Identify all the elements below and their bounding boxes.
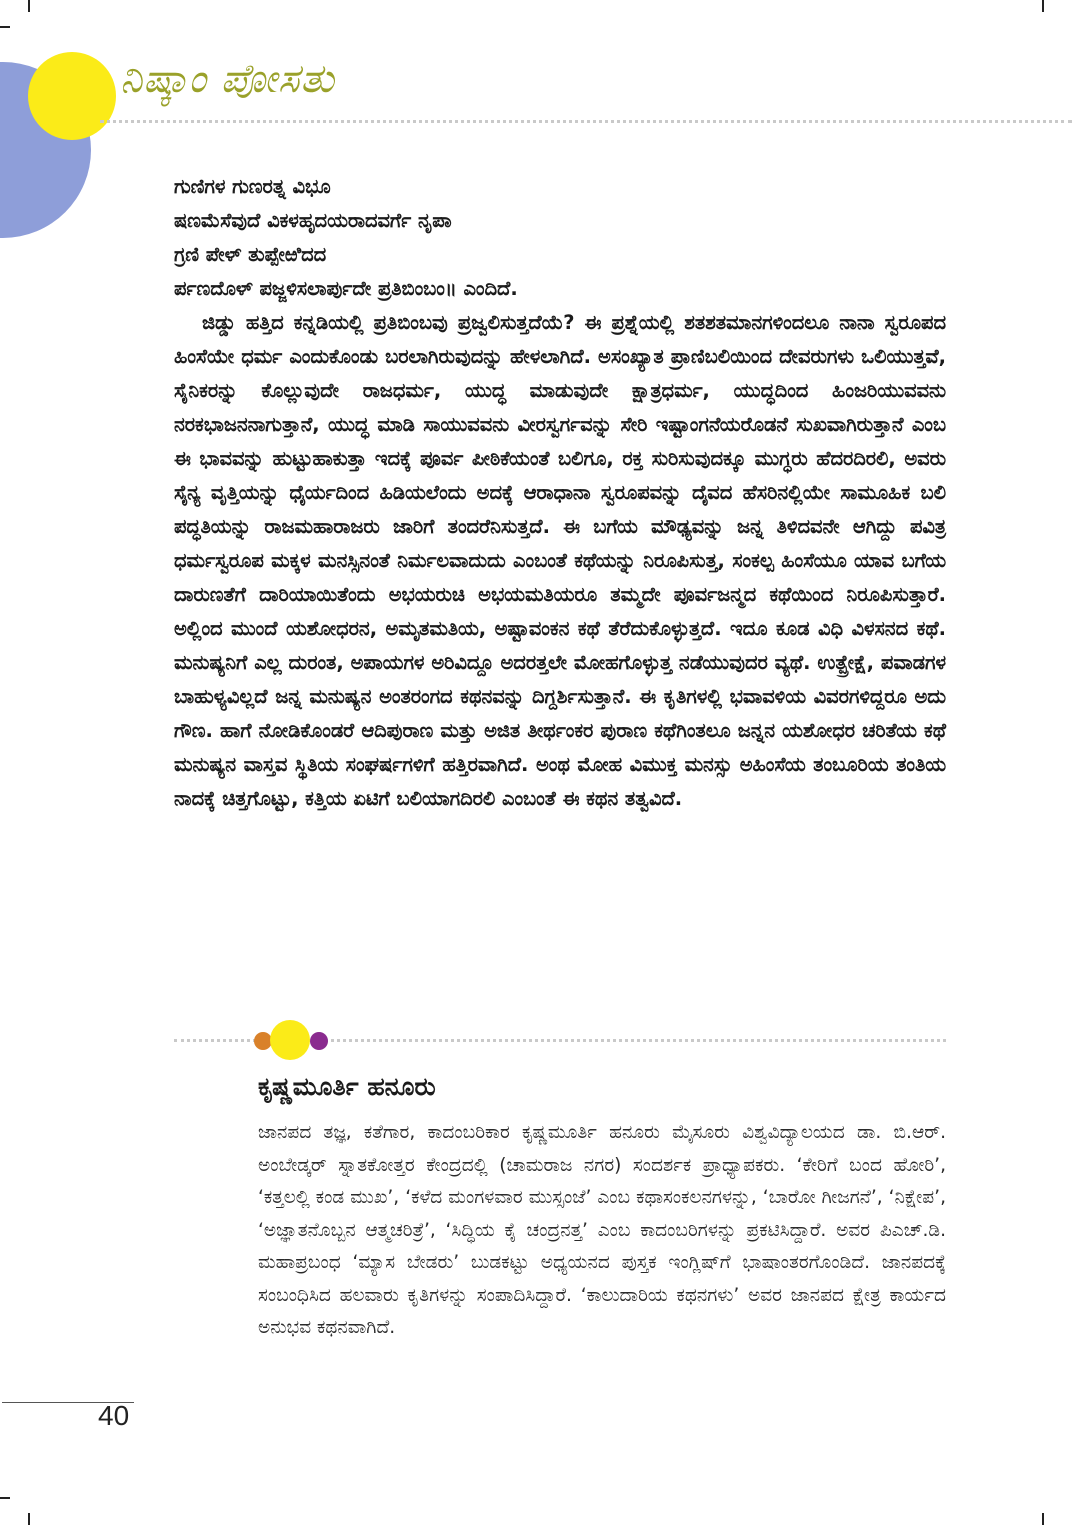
verse-line: ರ್ಪಣದೊಳ್ ಪಜ್ಜಳಿಸಲಾರ್ಪುದೇ ಪ್ರತಿಬಿಂಬಂ॥ ಎಂದಿದೆ. xyxy=(174,277,518,300)
crop-mark-left-bottom xyxy=(0,1497,10,1499)
yellow-dot xyxy=(270,1020,310,1060)
main-text xyxy=(174,170,946,816)
verse-line: ಗ್ರಣಿ ಪೇಳ್ ತುಪ್ಪೇಱಿದದ xyxy=(174,243,327,266)
body-paragraph: ಜಿಡ್ಡು ಹತ್ತಿದ ಕನ್ನಡಿಯಲ್ಲಿ ಪ್ರತಿಬಿಂಬವು ಪ್ರಜ್ವಲಿಸುತ್ತದೆಯೆ? ಈ ಪ್ರಶ್ನೆಯಲ್ಲಿ ಶತಶತಮಾನಗಳಿಂದಲೂ ನಾನಾ ಸ್ವರೂಪದ ಹಿಂಸೆಯೇ ಧರ್ಮ ಎಂದುಕೊಂಡು ಬರಲಾಗಿರುವುದನ್ನು ಹೇಳಲಾಗಿದೆ. ಅಸಂಖ್ಯಾತ ಪ್ರಾಣಿಬಲಿಯಿಂದ ದೇವರುಗಳು ಒಲಿಯುತ್ತವೆ, ಸೈನಿಕರನ್ನು ಕೊಲ್ಲುವುದೇ ರಾಜಧರ್ಮ, ಯುದ್ಧ ಮಾಡುವುದೇ ಕ್ಷಾತ್ರಧರ್ಮ, ಯುದ್ಧದಿಂದ ಹಿಂಜರಿಯುವವನು ನರಕಭಾಜನನಾಗುತ್ತಾನೆ, ಯುದ್ಧ ಮಾಡಿ ಸಾಯುವವನು ವೀರಸ್ವರ್ಗವನ್ನು ಸೇರಿ ಇಷ್ಟಾಂಗನೆಯರೊಡನೆ ಸುಖವಾಗಿರುತ್ತಾನೆ ಎಂಬ ಈ ಭಾವವನ್ನು ಹುಟ್ಟುಹಾಕುತ್ತಾ ಇದಕ್ಕೆ ಪೂರ್ವ ಪೀಠಿಕೆಯಂತೆ ಬಲಿಗೂ, ರಕ್ತ ಸುರಿಸುವುದಕ್ಕೂ ಮುಗ್ಧರು ಹೆದರದಿರಲಿ, ಅವರು ಸೈನ್ಯ ವೃತ್ತಿಯನ್ನು ಧೈರ್ಯದಿಂದ ಹಿಡಿಯಲೆಂದು ಅದಕ್ಕೆ ಆರಾಧಾನಾ ಸ್ವರೂಪವನ್ನು ದೈವದ ಹೆಸರಿನಲ್ಲಿಯೇ ಸಾಮೂಹಿಕ ಬಲಿ ಪದ್ಧತಿಯನ್ನು ರಾಜಮಹಾರಾಜರು ಜಾರಿಗೆ ತಂದರೆನಿಸುತ್ತದೆ. ಈ ಬಗೆಯ ಮೌಢ್ಯವನ್ನು ಜನ್ನ ತಿಳಿದವನೇ ಆಗಿದ್ದು ಪವಿತ್ರ ಧರ್ಮಸ್ವರೂಪ ಮಕ್ಕಳ ಮನಸ್ಸಿನಂತೆ ನಿರ್ಮಲವಾದುದು ಎಂಬಂತೆ ಕಥೆಯನ್ನು ನಿರೂಪಿಸುತ್ತ, ಸಂಕಲ್ಪ ಹಿಂಸೆಯೂ ಯಾವ ಬಗೆಯ ದಾರುಣತೆಗೆ ದಾರಿಯಾಯಿತೆಂದು ಅಭಯರುಚಿ ಅಭಯಮತಿಯರೂ ತಮ್ಮದೇ ಪೂರ್ವಜನ್ಮದ ಕಥೆಯಿಂದ ನಿರೂಪಿಸುತ್ತಾರೆ. ಅಲ್ಲಿಂದ ಮುಂದೆ ಯಶೋಧರನ, ಅಮೃತಮತಿಯ, ಅಷ್ಟಾವಂಕನ ಕಥೆ ತೆರೆದುಕೊಳ್ಳುತ್ತದೆ. ಇದೂ ಕೂಡ ವಿಧಿ ವಿಳಸನದ ಕಥೆ. ಮನುಷ್ಯನಿಗೆ ಎಲ್ಲ ದುರಂತ, ಅಪಾಯಗಳ ಅರಿವಿದ್ದೂ ಅದರತ್ತಲೇ ಮೋಹಗೊಳ್ಳುತ್ತ ನಡೆಯುವುದರ ವ್ಯಥೆ. ಉತ್ಪ್ರೇಕ್ಷೆ, ಪವಾಡಗಳ ಬಾಹುಳ್ಯವಿಲ್ಲದೆ ಜನ್ನ ಮನುಷ್ಯನ ಅಂತರಂಗದ ಕಥನವನ್ನು ದಿಗ್ದರ್ಶಿಸುತ್ತಾನೆ. ಈ ಕೃತಿಗಳಲ್ಲಿ ಭವಾವಳಿಯ ವಿವರಗಳಿದ್ದರೂ ಅದು ಗೌಣ. ಹಾಗೆ ನೋಡಿಕೊಂಡರೆ ಆದಿಪುರಾಣ ಮತ್ತು ಅಜಿತ ತೀರ್ಥಂಕರ ಪುರಾಣ ಕಥೆಗಿಂತಲೂ ಜನ್ನನ ಯಶೋಧರ ಚರಿತೆಯ ಕಥೆ ಮನುಷ್ಯನ ವಾಸ್ತವ ಸ್ಥಿತಿಯ ಸಂಘರ್ಷಗಳಿಗೆ ಹತ್ತಿರವಾಗಿದೆ. ಅಂಥ ಮೋಹ ವಿಮುಕ್ತ ಮನಸ್ಸು ಅಹಿಂಸೆಯ ತಂಬೂರಿಯ ತಂತಿಯ ನಾದಕ್ಕೆ ಚಿತ್ತಗೊಟ್ಟು, ಕತ್ತಿಯ ಏಟಿಗೆ ಬಲಿಯಾಗದಿರಲಿ ಎಂಬಂತೆ ಈ ಕಥನ ತತ್ವವಿದೆ. xyxy=(174,311,946,810)
purple-dot xyxy=(310,1032,328,1050)
verse-line: ಷಣಮೆಸೆವುದೆ ವಿಕಳಹೃದಯರಾದವರ್ಗೆ ನೃಪಾ xyxy=(174,209,452,232)
page-number: 40 xyxy=(98,1400,130,1431)
crop-mark-left-top xyxy=(0,26,10,28)
decorative-yellow-circle xyxy=(28,52,116,140)
verse-block xyxy=(174,170,946,306)
author-name: ಕೃಷ್ಣಮೂರ್ತಿ ಹನೂರು xyxy=(258,1072,436,1101)
page-title: ನಿಷ್ಕಾಂ ಪೋಸತು xyxy=(120,56,336,102)
header-dotted-rule xyxy=(100,120,1072,123)
crop-mark-bottom-right xyxy=(1042,1513,1044,1525)
crop-mark-top-left xyxy=(28,0,30,12)
author-bio: ಜಾನಪದ ತಜ್ಞ, ಕತೆಗಾರ, ಕಾದಂಬರಿಕಾರ ಕೃಷ್ಣಮೂರ್ತಿ ಹನೂರು ಮೈಸೂರು ವಿಶ್ವವಿದ್ಯಾಲಯದ ಡಾ. ಬಿ.ಆರ್. ಅಂಬೇಡ್ಕರ್ ಸ್ನಾತಕೋತ್ತರ ಕೇಂದ್ರದಲ್ಲಿ (ಚಾಮರಾಜ ನಗರ) ಸಂದರ್ಶಕ ಪ್ರಾಧ್ಯಾಪಕರು. ‘ಕೇರಿಗೆ ಬಂದ ಹೋರಿ’, ‘ಕತ್ತಲಲ್ಲಿ ಕಂಡ ಮುಖ’, ‘ಕಳೆದ ಮಂಗಳವಾರ ಮುಸ್ಸಂಜೆ’ ಎಂಬ ಕಥಾಸಂಕಲನಗಳನ್ನು, ‘ಬಾರೋ ಗೀಜಗನೆ’, ‘ನಿಕ್ಷೇಪ’, ‘ಅಜ್ಞಾತನೊಬ್ಬನ ಆತ್ಮಚರಿತ್ರೆ’, ‘ಸಿದ್ಧಿಯ ಕೈ ಚಂದ್ರನತ್ತ’ ಎಂಬ ಕಾದಂಬರಿಗಳನ್ನು ಪ್ರಕಟಿಸಿದ್ದಾರೆ. ಅವರ ಪಿಎಚ್.ಡಿ. ಮಹಾಪ್ರಬಂಧ ‘ಮ್ಯಾಸ ಬೇಡರು’ ಬುಡಕಟ್ಟು ಅಧ್ಯಯನದ ಪುಸ್ತಕ ಇಂಗ್ಲಿಷ್‌ಗೆ ಭಾಷಾಂತರಗೊಂಡಿದೆ. ಜಾನಪದಕ್ಕೆ ಸಂಬಂಧಿಸಿದ ಹಲವಾರು ಕೃತಿಗಳನ್ನು ಸಂಪಾದಿಸಿದ್ದಾರೆ. ‘ಕಾಲುದಾರಿಯ ಕಥನಗಳು’ ಅವರ ಜಾನಪದ ಕ್ಷೇತ್ರ ಕಾರ್ಯದ ಅನುಭವ ಕಥನವಾಗಿದೆ. xyxy=(258,1122,946,1338)
section-divider xyxy=(174,1016,946,1064)
verse-line: ಗುಣಿಗಳ ಗುಣರತ್ನ ವಿಭೂ xyxy=(174,175,331,198)
crop-mark-bottom-left xyxy=(28,1513,30,1525)
crop-mark-top-right xyxy=(1042,0,1044,12)
